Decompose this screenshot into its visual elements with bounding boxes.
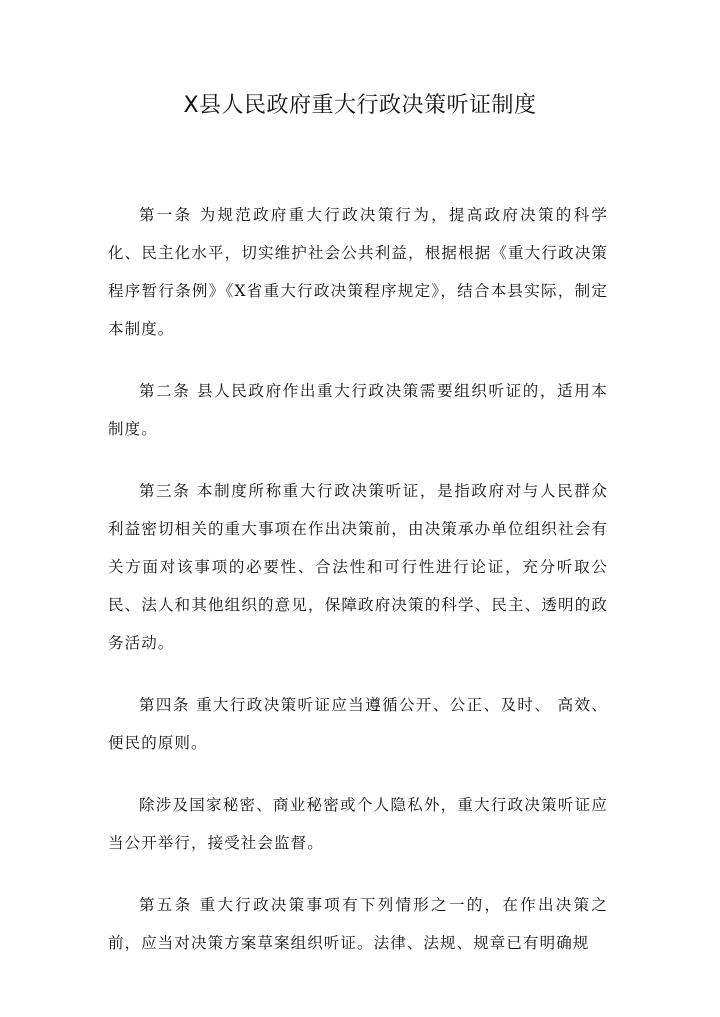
article-4-continuation-paragraph: 除涉及国家秘密、商业秘密或个人隐私外，重大行政决策听证应当公开举行，接受社会监督。 xyxy=(108,796,608,852)
document-title: X县人民政府重大行政决策听证制度 xyxy=(183,93,537,118)
article-1-paragraph: 第一条 为规范政府重大行政决策行为，提高政府决策的科学化、民主化水平，切实维护社会公共利益，根据根据《重大行政决策程序暂行条例》《X省重大行政决策程序规定》，结合本县实际，制定本制度。 xyxy=(108,206,608,338)
article-5-paragraph: 第五条 重大行政决策事项有下列情形之一的，在作出决策之前，应当对决策方案草案组织听证。法律、法规、规章已有明确规 xyxy=(108,896,608,952)
article-2-paragraph: 第二条 县人民政府作出重大行政决策需要组织听证的，适用本制度。 xyxy=(108,382,608,438)
article-3-paragraph: 第三条 本制度所称重大行政决策听证，是指政府对与人民群众利益密切相关的重大事项在作出决策前，由决策承办单位组织社会有关方面对该事项的必要性、合法性和可行性进行论证，充分听取公民、法人和其他组织的意见，保障政府决策的科学、民主、透明的政务活动。 xyxy=(108,482,608,652)
article-4-paragraph: 第四条 重大行政决策听证应当遵循公开、公正、及时、 高效、便民的原则。 xyxy=(108,696,608,752)
document-body xyxy=(108,196,608,986)
